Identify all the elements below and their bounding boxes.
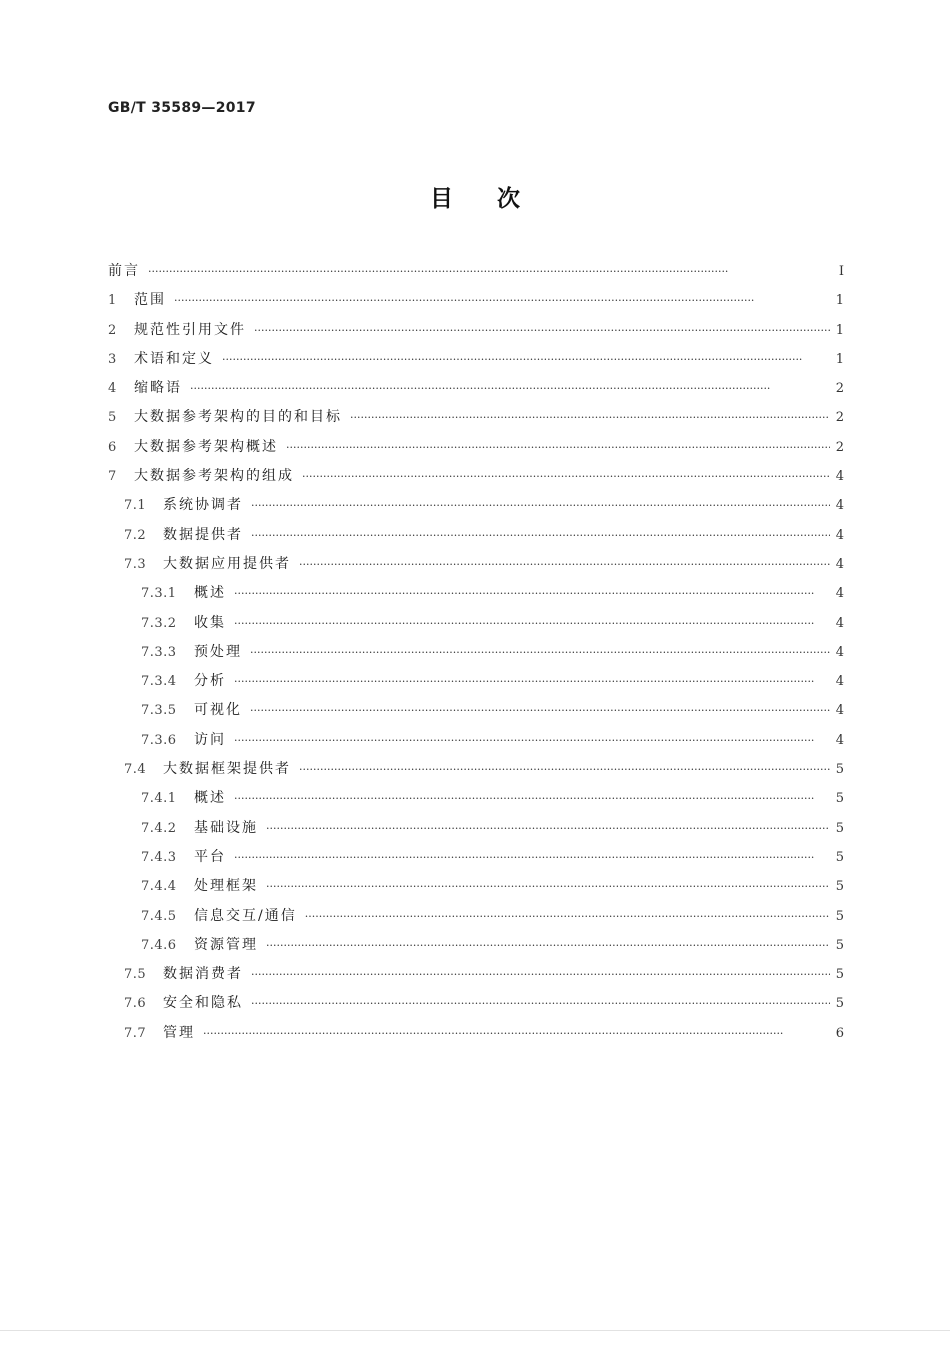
toc-entry-label: 大数据参考架构的组成 — [134, 468, 294, 485]
toc-leader-dots — [251, 491, 830, 520]
toc-entry[interactable] — [108, 609, 844, 638]
toc-entry-number: 7 — [108, 469, 117, 485]
toc-entry-number: 4 — [108, 381, 117, 397]
toc-entry-number: 7.7 — [124, 1025, 147, 1041]
toc-leader-dots — [234, 667, 830, 696]
toc-entry-page: 4 — [835, 732, 844, 748]
toc-entry-number: 7.2 — [124, 527, 147, 543]
toc-entry[interactable] — [108, 374, 844, 403]
toc-entry-number: 7.3.2 — [141, 615, 177, 631]
toc-entry[interactable] — [108, 433, 844, 462]
toc-leader-dots — [305, 902, 830, 931]
toc-entry-number: 7.3.3 — [141, 644, 177, 660]
toc-leader-dots — [350, 403, 830, 432]
toc-entry-page: 5 — [835, 967, 844, 983]
toc-entry[interactable] — [108, 462, 844, 491]
toc-entry-page: 5 — [835, 937, 844, 953]
toc-leader-dots — [251, 960, 830, 989]
toc-entry-number: 7.3.6 — [141, 732, 177, 748]
toc-entry-label: 大数据应用提供者 — [163, 555, 291, 572]
toc-entry-page: 6 — [835, 1025, 844, 1041]
toc-entry[interactable] — [108, 316, 844, 345]
toc-leader-dots — [299, 755, 830, 784]
toc-entry-number: 1 — [108, 293, 117, 309]
toc-entry-label: 处理框架 — [194, 878, 258, 895]
toc-entry-page: 5 — [835, 762, 844, 778]
toc-entry-number: 7.1 — [124, 498, 147, 514]
toc-leader-dots — [234, 784, 830, 813]
toc-entry-label: 大数据参考架构概述 — [134, 438, 278, 455]
toc-entry-page: Ⅰ — [838, 264, 844, 279]
toc-entry-number: 2 — [108, 322, 117, 338]
toc-entry-number: 6 — [108, 439, 117, 455]
toc-entry[interactable] — [108, 286, 844, 315]
toc-entry-page: 5 — [835, 820, 844, 836]
toc-entry-label: 收集 — [194, 614, 226, 631]
toc-leader-dots — [254, 316, 830, 345]
toc-entry-label: 访问 — [194, 731, 226, 748]
toc-leader-dots — [251, 989, 830, 1018]
toc-entry-number: 7.4 — [124, 762, 147, 778]
toc-entry[interactable] — [108, 784, 844, 813]
toc-entry-label: 规范性引用文件 — [134, 321, 246, 338]
toc-entry[interactable] — [108, 960, 844, 989]
toc-leader-dots — [234, 579, 830, 608]
toc-entry-page: 5 — [835, 879, 844, 895]
toc-entry-label: 概述 — [194, 585, 226, 602]
toc-entry-number: 7.4.4 — [141, 879, 177, 895]
toc-leader-dots — [174, 286, 830, 315]
toc-entry[interactable] — [108, 726, 844, 755]
toc-entry[interactable] — [108, 403, 844, 432]
toc-leader-dots — [299, 550, 830, 579]
toc-entry-page: 4 — [835, 615, 844, 631]
toc-entry-page: 4 — [835, 556, 844, 572]
toc-entry-page: 4 — [835, 674, 844, 690]
toc-entry-label: 大数据框架提供者 — [163, 761, 291, 778]
toc-entry-page: 2 — [835, 439, 844, 455]
toc-entry[interactable] — [108, 257, 844, 286]
toc-entry[interactable] — [108, 579, 844, 608]
toc-entry[interactable] — [108, 521, 844, 550]
toc-entry-number: 7.3.5 — [141, 703, 177, 719]
toc-entry[interactable] — [108, 550, 844, 579]
toc-entry-number: 7.5 — [124, 967, 147, 983]
toc-entry-page: 5 — [835, 996, 844, 1012]
toc-entry-number: 7.6 — [124, 996, 147, 1012]
toc-entry[interactable] — [108, 667, 844, 696]
toc-leader-dots — [302, 462, 830, 491]
toc-entry[interactable] — [108, 989, 844, 1018]
toc-entry-page: 4 — [835, 586, 844, 602]
toc-entry-label: 数据消费者 — [163, 966, 243, 983]
toc-entry-label: 预处理 — [194, 643, 242, 660]
toc-entry-label: 基础设施 — [194, 819, 258, 836]
toc-entry[interactable] — [108, 872, 844, 901]
toc-entry-label: 术语和定义 — [134, 350, 214, 367]
toc-entry-label: 信息交互/通信 — [194, 907, 297, 924]
toc-entry-label: 资源管理 — [194, 936, 258, 953]
toc-leader-dots — [250, 696, 830, 725]
toc-entry[interactable] — [108, 1019, 844, 1048]
page-title: 目次 — [430, 186, 564, 212]
toc-leader-dots — [251, 521, 830, 550]
toc-entry-page: 2 — [835, 381, 844, 397]
toc-entry[interactable] — [108, 755, 844, 784]
toc-entry[interactable] — [108, 931, 844, 960]
toc-entry-label: 管理 — [163, 1024, 195, 1041]
toc-entry-page: 4 — [835, 644, 844, 660]
toc-entry-label: 范围 — [134, 292, 166, 309]
toc-leader-dots — [266, 814, 830, 843]
toc-entry-page: 1 — [835, 322, 844, 338]
toc-entry-number: 3 — [108, 351, 117, 367]
toc-entry[interactable] — [108, 902, 844, 931]
toc-leader-dots — [190, 374, 830, 403]
toc-entry-number: 7.4.3 — [141, 849, 177, 865]
toc-entry-number: 7.3.1 — [141, 586, 177, 602]
toc-entry-label: 分析 — [194, 673, 226, 690]
toc-entry-number: 7.4.2 — [141, 820, 177, 836]
toc-entry[interactable] — [108, 696, 844, 725]
toc-entry-label: 数据提供者 — [163, 526, 243, 543]
toc-entry-label: 系统协调者 — [163, 497, 243, 514]
toc-leader-dots — [266, 872, 830, 901]
toc-leader-dots — [234, 609, 830, 638]
toc-entry-number: 7.3 — [124, 556, 147, 572]
standard-code: GB/T 35589—2017 — [108, 100, 256, 116]
toc-entry-label: 安全和隐私 — [163, 995, 243, 1012]
toc-entry-page: 1 — [835, 293, 844, 309]
toc-entry-page: 2 — [835, 410, 844, 426]
toc-entry-number: 7.4.6 — [141, 937, 177, 953]
toc-leader-dots — [286, 433, 830, 462]
toc-leader-dots — [148, 257, 830, 286]
toc-entry-number: 5 — [108, 410, 117, 426]
table-of-contents — [108, 257, 844, 1048]
page-bottom-divider — [0, 1330, 950, 1331]
toc-entry-page: 5 — [835, 908, 844, 924]
toc-entry-number: 7.4.5 — [141, 908, 177, 924]
toc-entry-number: 7.4.1 — [141, 791, 177, 807]
toc-entry-page: 4 — [835, 527, 844, 543]
toc-leader-dots — [203, 1019, 830, 1048]
toc-entry-label: 概述 — [194, 790, 226, 807]
toc-leader-dots — [234, 726, 830, 755]
toc-entry-label: 大数据参考架构的目的和目标 — [134, 409, 342, 426]
toc-entry[interactable] — [108, 638, 844, 667]
toc-entry-label: 平台 — [194, 848, 226, 865]
toc-entry[interactable] — [108, 814, 844, 843]
toc-entry-page: 4 — [835, 703, 844, 719]
toc-entry-label: 前言 — [108, 263, 140, 279]
toc-entry[interactable] — [108, 345, 844, 374]
toc-entry[interactable] — [108, 491, 844, 520]
toc-leader-dots — [234, 843, 830, 872]
toc-entry-number: 7.3.4 — [141, 674, 177, 690]
toc-entry-label: 可视化 — [194, 702, 242, 719]
toc-leader-dots — [222, 345, 830, 374]
toc-leader-dots — [250, 638, 830, 667]
toc-entry-page: 4 — [835, 498, 844, 514]
toc-entry-page: 5 — [835, 849, 844, 865]
toc-entry-page: 1 — [835, 351, 844, 367]
toc-leader-dots — [266, 931, 830, 960]
toc-entry-label: 缩略语 — [134, 380, 182, 397]
toc-entry[interactable] — [108, 843, 844, 872]
toc-entry-page: 4 — [835, 469, 844, 485]
toc-entry-page: 5 — [835, 791, 844, 807]
